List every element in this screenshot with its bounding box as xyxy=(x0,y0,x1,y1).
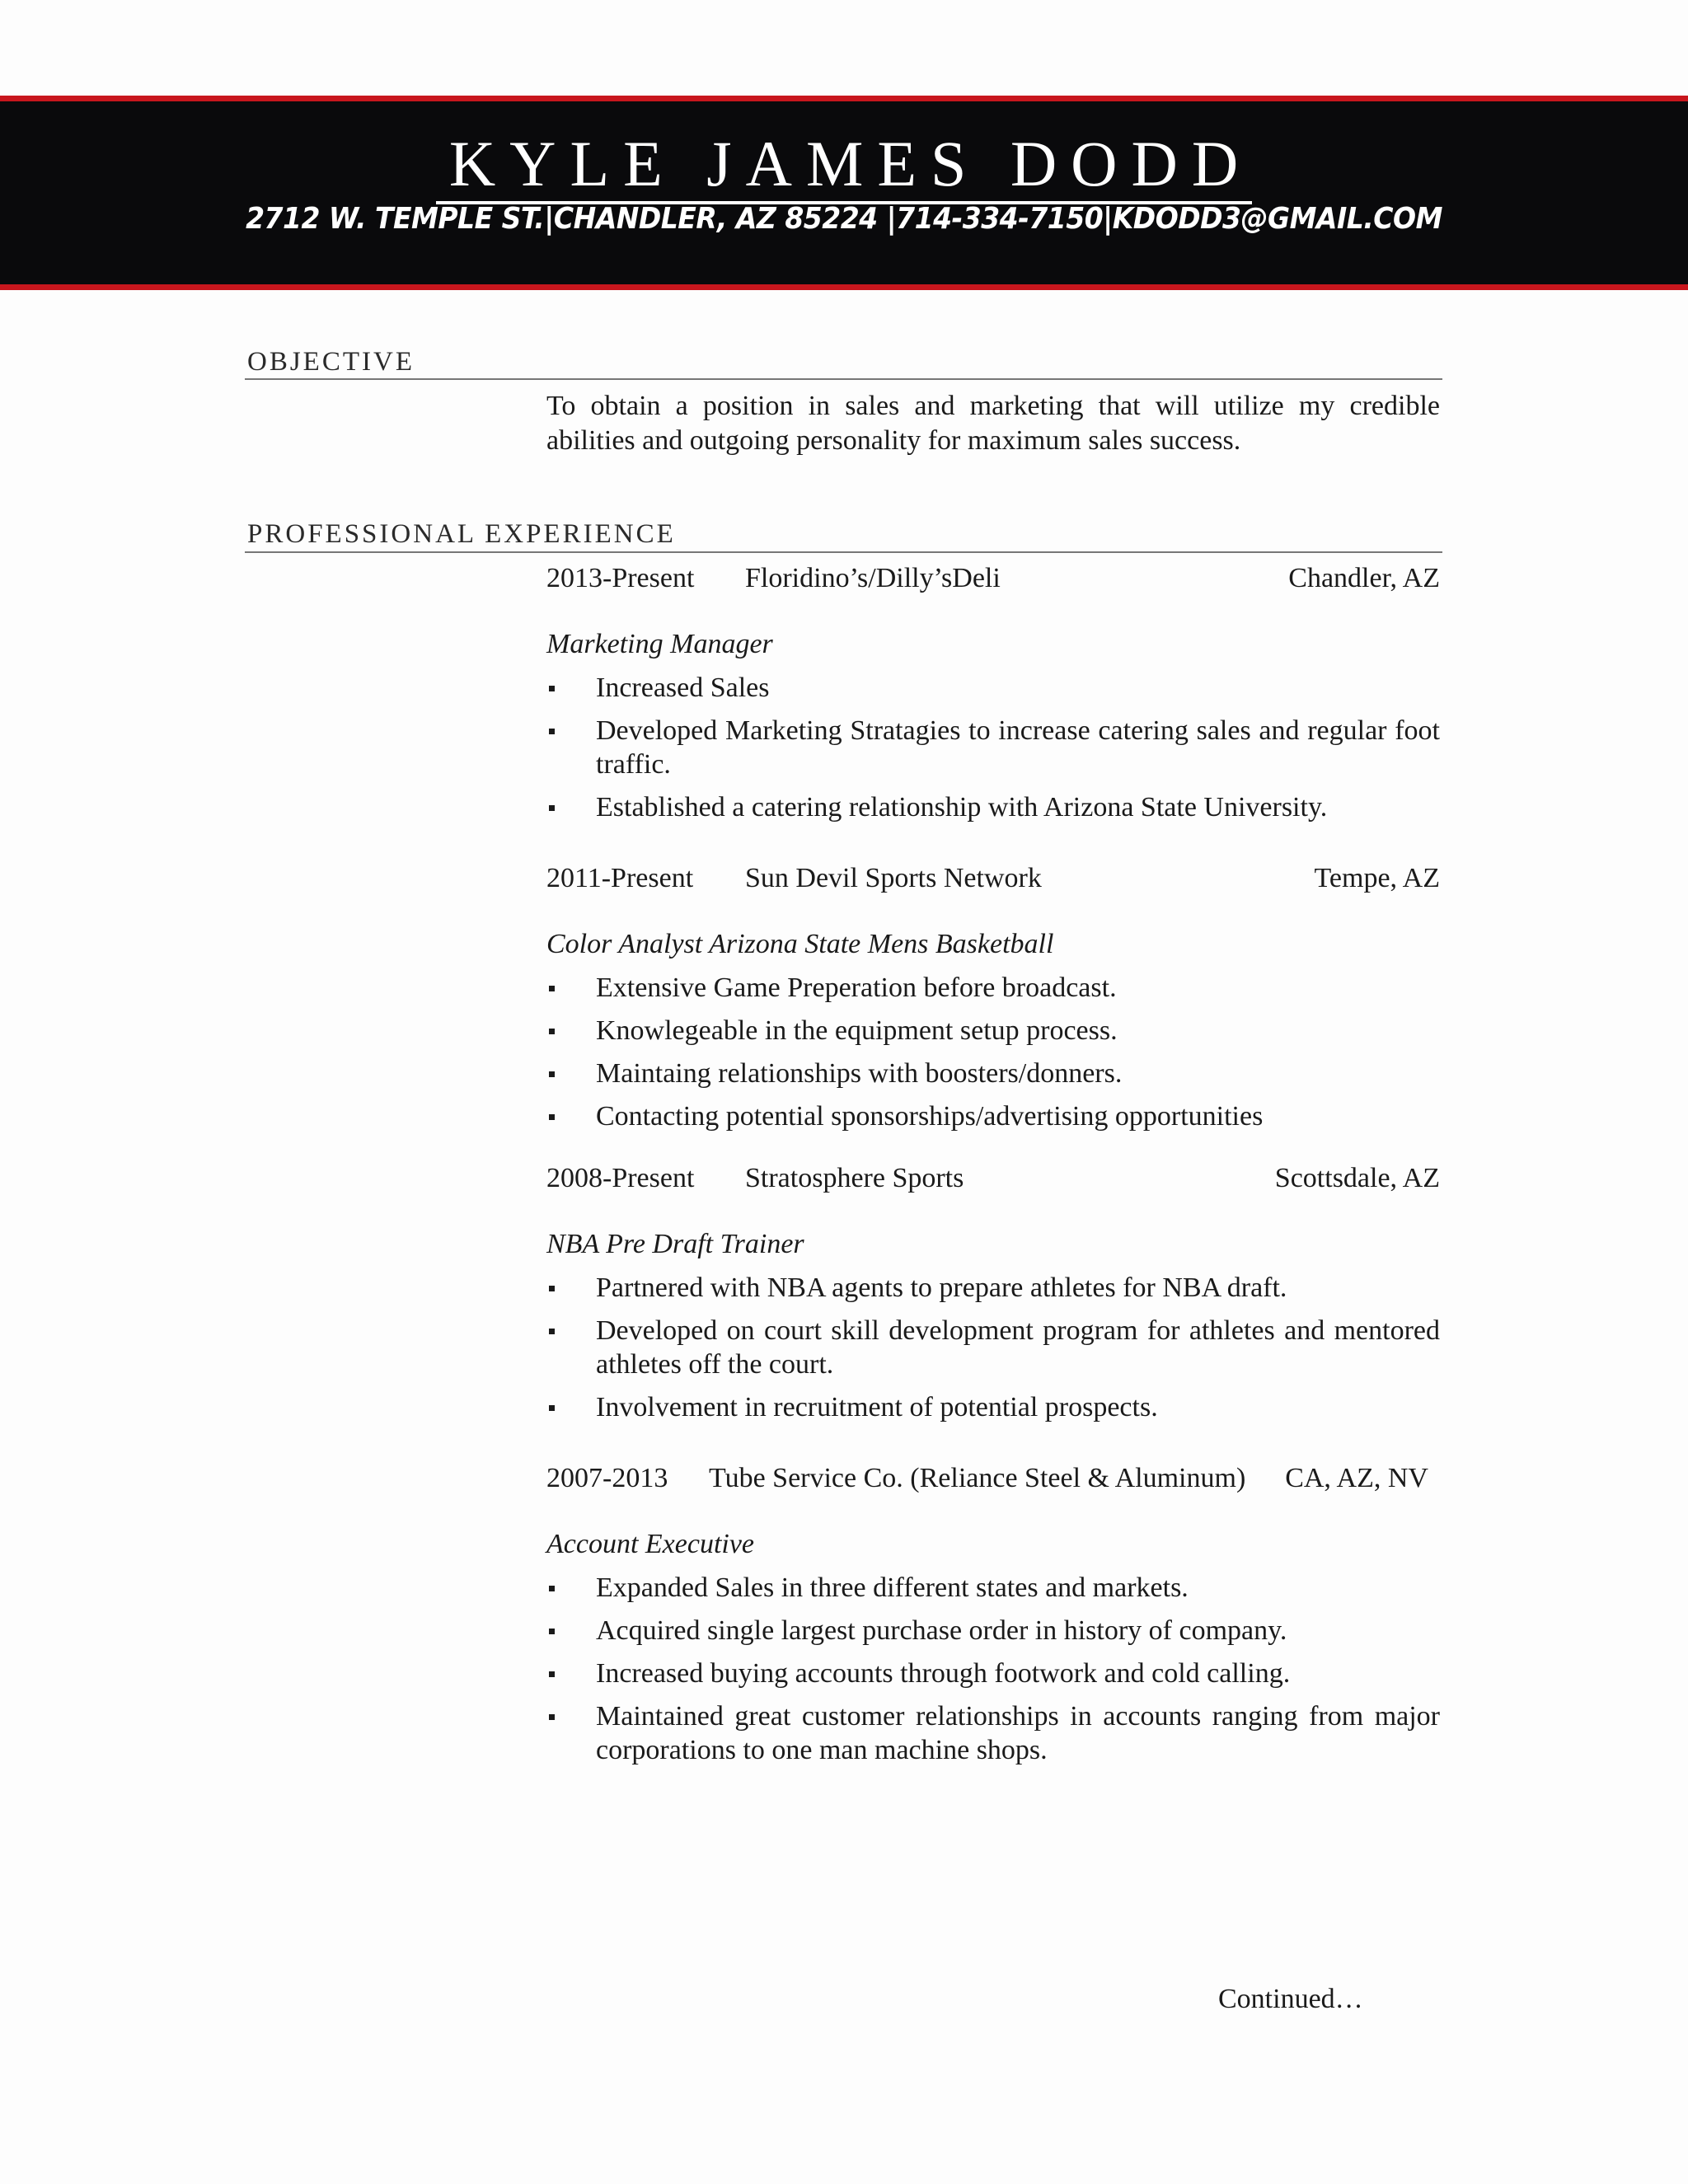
job-bullet xyxy=(546,1314,1440,1381)
bullet-square-icon xyxy=(549,729,555,734)
job-bullet-text: Expanded Sales in three different states and markets. xyxy=(596,1572,1189,1603)
job-bullet xyxy=(546,790,1440,824)
job-bullet-text: Developed on court skill development program for athletes and mentored athletes off the court. xyxy=(596,1315,1440,1380)
job-bullet-text: Maintained great customer relationships in accounts ranging from major corporations to one man machine shops. xyxy=(596,1701,1440,1765)
job-bullet-text: Established a catering relationship with Arizona State University. xyxy=(596,792,1328,823)
job-bullet-list xyxy=(546,971,1440,1142)
bullet-square-icon xyxy=(549,1114,555,1120)
job-bullet xyxy=(546,1014,1440,1047)
job-bullet-text: Increased buying accounts through footwork and cold calling. xyxy=(596,1658,1291,1689)
contact-line: 2712 W. TEMPLE ST.|CHANDLER, AZ 85224 |714-334-7150|KDODD3@GMAIL.COM xyxy=(246,200,1442,236)
bullet-square-icon xyxy=(549,1586,555,1591)
job-header xyxy=(546,1461,1440,1496)
job-role: Account Executive xyxy=(546,1529,755,1559)
bullet-square-icon xyxy=(549,986,555,991)
job-location: Chandler, AZ xyxy=(1288,563,1440,593)
job-company: Floridino’s/Dilly’sDeli xyxy=(745,563,1001,593)
job-header xyxy=(546,861,1440,896)
bullet-square-icon xyxy=(549,1405,555,1411)
job-bullet-text: Acquired single largest purchase order in history of company. xyxy=(596,1615,1287,1646)
job-bullet xyxy=(546,971,1440,1005)
objective-heading: OBJECTIVE xyxy=(247,347,415,377)
job-bullet xyxy=(546,1571,1440,1605)
bullet-square-icon xyxy=(549,1329,555,1334)
job-location: Tempe, AZ xyxy=(1314,863,1440,893)
bullet-square-icon xyxy=(549,805,555,811)
job-dates: 2013-Present xyxy=(546,563,695,593)
job-bullet-text: Partnered with NBA agents to prepare athletes for NBA draft. xyxy=(596,1272,1287,1303)
objective-text: To obtain a position in sales and marketing that will utilize my credible abilities and outgoing personality for maximum sales success. xyxy=(546,391,1440,456)
job-dates: 2007-2013 xyxy=(546,1463,668,1493)
experience-heading: PROFESSIONAL EXPERIENCE xyxy=(247,519,676,549)
job-bullet-text: Extensive Game Preperation before broadcast. xyxy=(596,972,1117,1003)
experience-rule xyxy=(245,551,1442,553)
job-bullet-text: Increased Sales xyxy=(596,673,770,703)
candidate-name-text: KYLE JAMES DODD xyxy=(436,128,1252,204)
bullet-square-icon xyxy=(549,1286,555,1291)
job-bullet xyxy=(546,1614,1440,1647)
job-bullet xyxy=(546,714,1440,781)
job-dates: 2011-Present xyxy=(546,863,694,893)
job-location: CA, AZ, NV xyxy=(1285,1463,1428,1493)
job-bullet xyxy=(546,1699,1440,1767)
job-bullet xyxy=(546,1390,1440,1424)
job-bullet-text: Contacting potential sponsorships/advertising opportunities xyxy=(596,1101,1264,1132)
job-bullet-list xyxy=(546,1571,1440,1776)
job-dates: 2008-Present xyxy=(546,1163,695,1193)
job-header xyxy=(546,561,1440,596)
bullet-square-icon xyxy=(549,1714,555,1720)
bullet-square-icon xyxy=(549,1071,555,1077)
job-header xyxy=(546,1161,1440,1196)
bullet-square-icon xyxy=(549,1671,555,1677)
job-bullet xyxy=(546,1099,1440,1133)
job-bullet xyxy=(546,671,1440,705)
job-bullet xyxy=(546,1057,1440,1090)
bullet-square-icon xyxy=(549,1029,555,1034)
continued-note: Continued… xyxy=(1218,1984,1363,2014)
job-role: Color Analyst Arizona State Mens Basketball xyxy=(546,929,1054,959)
job-bullet xyxy=(546,1657,1440,1690)
job-bullet-text: Involvement in recruitment of potential prospects. xyxy=(596,1392,1158,1422)
job-bullet-text: Knowlegeable in the equipment setup process. xyxy=(596,1015,1118,1046)
job-role: NBA Pre Draft Trainer xyxy=(546,1229,804,1259)
job-location: Scottsdale, AZ xyxy=(1274,1163,1440,1193)
job-company: Stratosphere Sports xyxy=(745,1163,964,1193)
job-bullet-list xyxy=(546,1271,1440,1433)
job-bullet-list xyxy=(546,671,1440,833)
job-role: Marketing Manager xyxy=(546,629,773,659)
job-company: Tube Service Co. (Reliance Steel & Aluminum) xyxy=(709,1463,1246,1493)
job-bullet xyxy=(546,1271,1440,1305)
bullet-square-icon xyxy=(549,686,555,691)
job-bullet-text: Maintaing relationships with boosters/donners. xyxy=(596,1058,1123,1089)
job-bullet-text: Developed Marketing Stratagies to increase catering sales and regular foot traffic. xyxy=(596,715,1440,780)
bullet-square-icon xyxy=(549,1629,555,1634)
objective-rule xyxy=(245,378,1442,380)
candidate-name xyxy=(0,128,1688,199)
job-company: Sun Devil Sports Network xyxy=(745,863,1042,893)
